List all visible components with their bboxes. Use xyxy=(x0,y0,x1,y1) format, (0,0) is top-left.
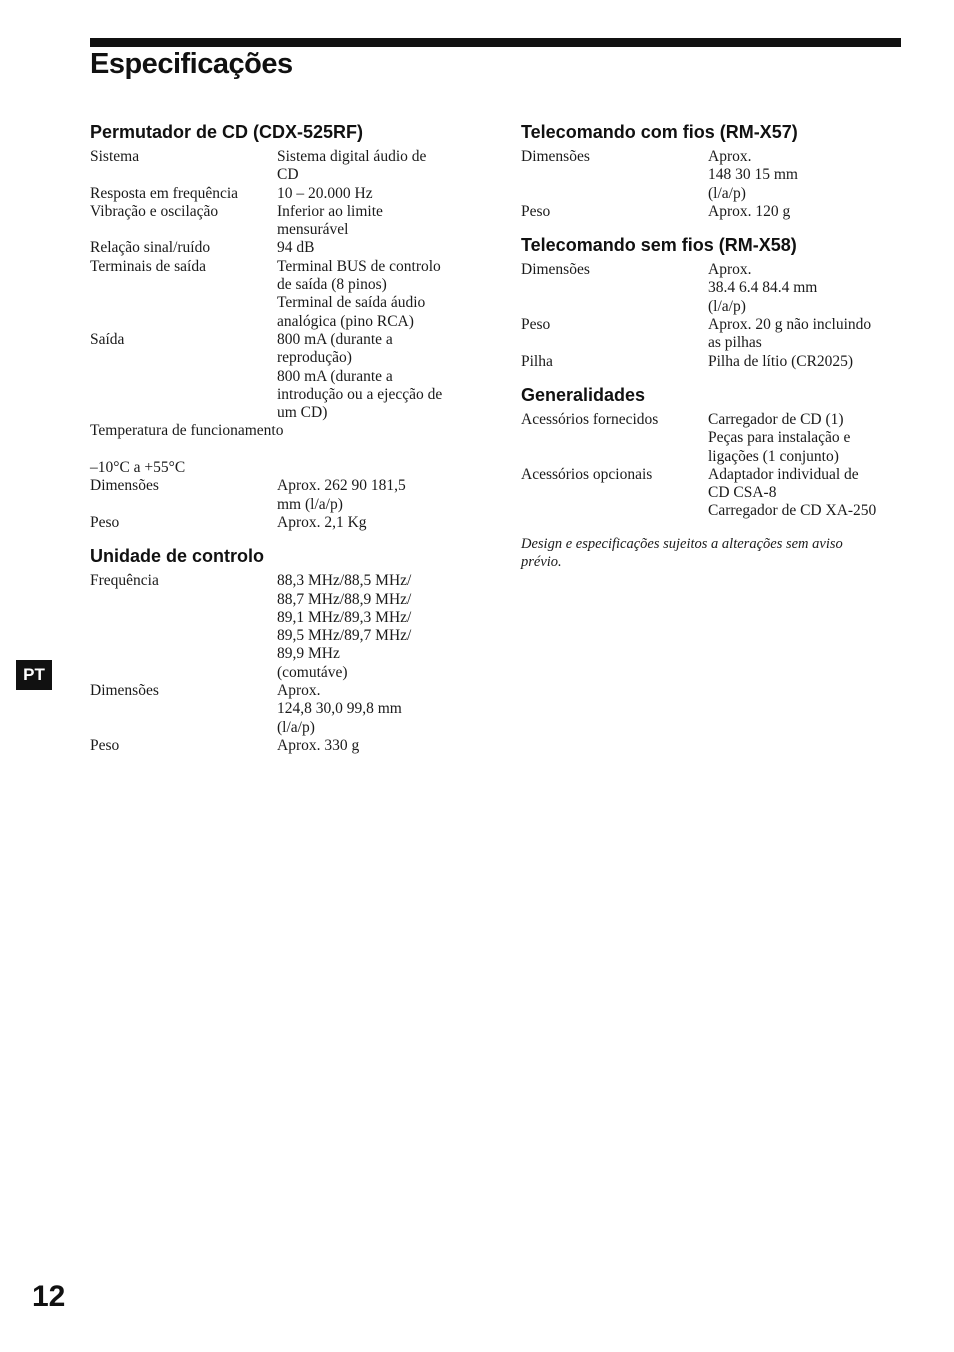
left-column xyxy=(90,122,470,769)
spec-value-line: Carregador de CD (1) xyxy=(708,410,844,428)
spec-value-line: de saída (8 pinos) xyxy=(277,276,387,294)
spec-row xyxy=(521,203,901,221)
spec-value xyxy=(277,331,470,422)
spec-label: Dimensões xyxy=(521,148,590,165)
spec-value xyxy=(277,477,470,514)
spec-row xyxy=(90,737,470,755)
spec-list xyxy=(521,411,901,521)
spec-value xyxy=(708,466,901,521)
section-wireless-remote xyxy=(521,235,901,371)
spec-value xyxy=(277,239,470,257)
right-column xyxy=(521,122,901,571)
spec-label: Peso xyxy=(521,202,551,220)
spec-row xyxy=(90,422,470,477)
spec-value-line: ligações (1 conjunto) xyxy=(708,447,839,465)
spec-value-line: –10°C a +55°C xyxy=(90,459,186,477)
spec-value-line: 800 mA (durante a xyxy=(277,330,393,348)
spec-row xyxy=(521,316,901,353)
spec-label: Peso xyxy=(90,513,120,531)
page-number: 12 xyxy=(32,1280,66,1313)
spec-row xyxy=(521,261,901,316)
section-heading: Generalidades xyxy=(521,384,646,405)
spec-label: Relação sinal/ruído xyxy=(90,239,211,257)
spec-value-line: Aprox. 120 g xyxy=(708,202,791,220)
spec-label: Acessórios fornecidos xyxy=(521,410,659,428)
spec-value-line: 800 mA (durante a xyxy=(277,367,393,385)
spec-label: Temperatura de funcionamento xyxy=(90,422,284,440)
spec-value xyxy=(277,148,470,185)
spec-row xyxy=(90,258,470,331)
spec-label: Dimensões xyxy=(90,477,159,495)
spec-label: Resposta em frequência xyxy=(90,184,239,202)
spec-row xyxy=(90,185,470,203)
spec-value-line: Aprox. 262 90 181,5 xyxy=(277,477,406,495)
section-wired-remote xyxy=(521,122,901,221)
spec-value-line: Terminal BUS de controlo xyxy=(277,257,441,275)
spec-value-line: 89,5 MHz/89,7 MHz/ xyxy=(277,627,412,645)
spec-value-line: 88,3 MHz/88,5 MHz/ xyxy=(277,572,412,590)
spec-row xyxy=(521,466,901,521)
spec-value-line: Inferior ao limite xyxy=(277,202,383,220)
spec-value-line: Aprox. 20 g não incluindo xyxy=(708,316,872,334)
spec-value xyxy=(277,185,470,203)
spec-value-line: (l/a/p) xyxy=(277,718,315,736)
spec-value-line: Pilha de lítio (CR2025) xyxy=(708,352,854,370)
spec-value-line: 89,9 MHz xyxy=(277,645,340,663)
spec-value xyxy=(277,737,470,755)
spec-value xyxy=(277,572,470,682)
section-control-unit xyxy=(90,546,470,755)
spec-value-line: Sistema digital áudio de xyxy=(277,148,427,165)
spec-value xyxy=(277,258,470,331)
section-heading: Telecomando sem fios (RM-X58) xyxy=(521,235,797,256)
spec-label: Frequência xyxy=(90,572,159,590)
spec-value xyxy=(708,411,901,466)
spec-value-line: Terminal de saída áudio xyxy=(277,294,426,312)
spec-value-line: 10 – 20.000 Hz xyxy=(277,184,373,202)
spec-list xyxy=(521,261,901,371)
spec-value xyxy=(277,514,470,532)
spec-label: Peso xyxy=(521,316,551,334)
spec-row xyxy=(521,148,901,203)
spec-value-line: (l/a/p) xyxy=(708,184,746,202)
spec-value-line: Aprox. xyxy=(708,261,752,279)
spec-value-line: 124,8 30,0 99,8 mm xyxy=(277,700,402,718)
spec-row xyxy=(90,477,470,514)
spec-value xyxy=(277,682,470,737)
spec-value-line: mm (l/a/p) xyxy=(277,495,343,513)
section-heading: Unidade de controlo xyxy=(90,546,265,567)
spec-label: Acessórios opcionais xyxy=(521,465,653,483)
spec-label: Dimensões xyxy=(90,682,159,700)
spec-row xyxy=(521,411,901,466)
section-heading: Telecomando com fios (RM-X57) xyxy=(521,122,798,142)
spec-row xyxy=(90,514,470,532)
spec-row xyxy=(90,572,470,682)
spec-value xyxy=(708,316,901,353)
spec-label: Saída xyxy=(90,330,125,348)
spec-list xyxy=(90,572,470,755)
spec-value-line: 88,7 MHz/88,9 MHz/ xyxy=(277,590,412,608)
spec-value xyxy=(708,353,901,371)
spec-label: Sistema xyxy=(90,148,140,165)
spec-row xyxy=(90,331,470,422)
spec-row xyxy=(90,203,470,240)
spec-value-line: Aprox. 2,1 Kg xyxy=(277,513,367,531)
spec-value-line: Carregador de CD XA-250 xyxy=(708,502,877,520)
spec-value-line: CD CSA-8 xyxy=(708,484,777,502)
spec-value-line: Aprox. xyxy=(277,682,321,700)
spec-value-line: (comutáve) xyxy=(277,663,348,681)
spec-value-line: Peças para instalação e xyxy=(708,429,851,447)
spec-value-line: mensurável xyxy=(277,221,349,239)
top-rule xyxy=(90,38,901,47)
spec-value xyxy=(708,261,901,316)
disclaimer-note: Design e especificações sujeitos a alterações sem aviso prévio. xyxy=(521,535,843,570)
spec-value-line: um CD) xyxy=(277,404,328,422)
spec-value-line: Aprox. xyxy=(708,148,752,165)
spec-list xyxy=(90,148,470,532)
spec-value-line: analógica (pino RCA) xyxy=(277,312,414,330)
spec-value-line: Aprox. 330 g xyxy=(277,736,360,754)
spec-value xyxy=(708,148,901,203)
spec-row xyxy=(90,682,470,737)
spec-value-line: 38.4 6.4 84.4 mm xyxy=(708,279,818,297)
spec-value-line: 148 30 15 mm xyxy=(708,166,798,184)
spec-value-line: introdução ou a ejecção de xyxy=(277,385,443,403)
language-tab: PT xyxy=(16,660,52,690)
spec-list xyxy=(521,148,901,221)
spec-label: Terminais de saída xyxy=(90,257,206,275)
spec-value-line: CD xyxy=(277,166,299,184)
spec-value-line: 94 dB xyxy=(277,239,315,257)
section-general xyxy=(521,385,901,521)
spec-value-line: Adaptador individual de xyxy=(708,465,859,483)
spec-value xyxy=(708,203,901,221)
spec-value-line: reprodução) xyxy=(277,349,352,367)
spec-value xyxy=(277,203,470,240)
spec-value-line: as pilhas xyxy=(708,334,762,352)
page-title: Especificações xyxy=(90,48,293,80)
spec-value-line: (l/a/p) xyxy=(708,297,746,315)
spec-row xyxy=(90,239,470,257)
spec-value xyxy=(90,441,470,478)
spec-value-line: 89,1 MHz/89,3 MHz/ xyxy=(277,608,412,626)
section-changer xyxy=(90,122,470,532)
spec-row xyxy=(90,148,470,185)
spec-label: Pilha xyxy=(521,352,553,370)
spec-row xyxy=(521,353,901,371)
spec-label: Vibração e oscilação xyxy=(90,202,219,220)
spec-label: Dimensões xyxy=(521,261,590,279)
section-heading: Permutador de CD (CDX-525RF) xyxy=(90,122,364,142)
spec-label: Peso xyxy=(90,736,120,754)
